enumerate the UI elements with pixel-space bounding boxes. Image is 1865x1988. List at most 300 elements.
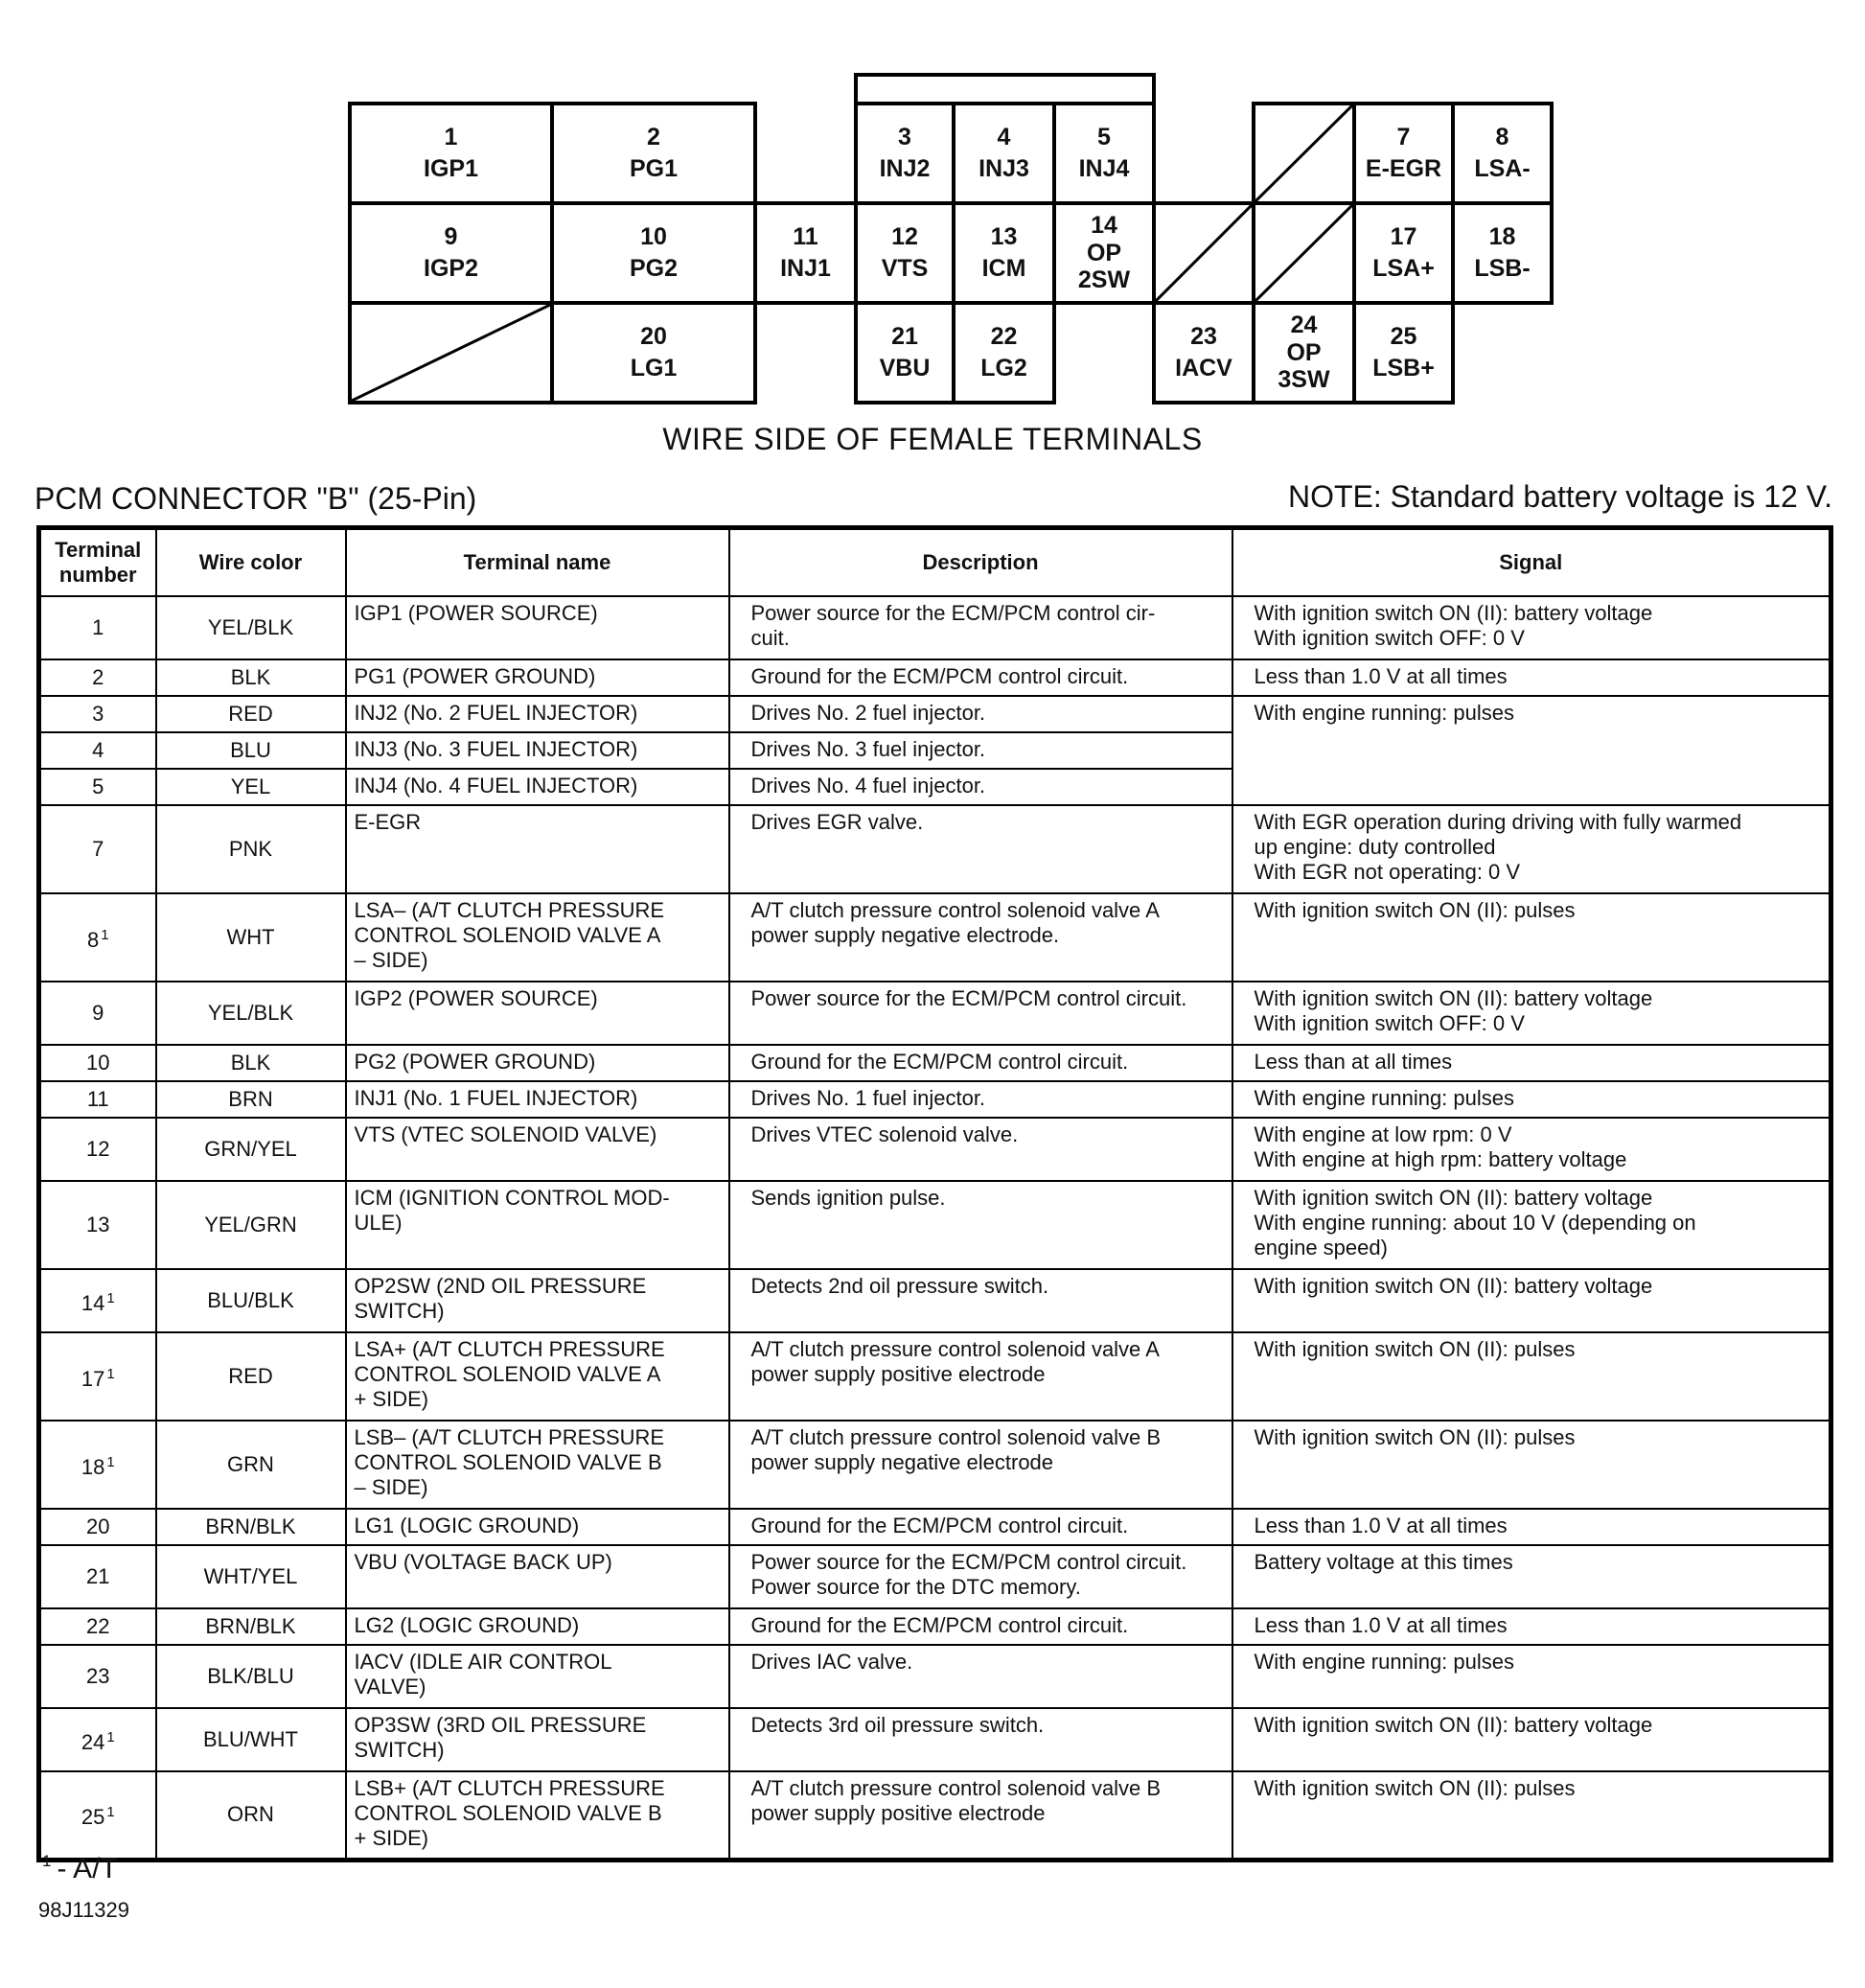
pin-name: PG2	[629, 255, 679, 282]
table-row	[39, 1181, 1831, 1269]
table-row	[39, 893, 1831, 982]
description-cell	[729, 1332, 1232, 1421]
wire-color-cell	[156, 1708, 346, 1771]
pin-number: 22	[990, 322, 1018, 350]
pin-name: PG1	[629, 155, 679, 182]
terminal-name-cell-text: E-EGR	[354, 810, 422, 834]
table-row	[39, 982, 1831, 1045]
pin-name: LSA+	[1372, 255, 1435, 282]
blank-slash-icon	[352, 305, 550, 401]
terminal-number: 4	[92, 738, 104, 762]
wire-color-cell-text: ORN	[227, 1802, 274, 1827]
description-cell-text: Drives EGR valve.	[750, 810, 924, 834]
pin-name: IGP2	[424, 255, 478, 282]
pin-name: OP 2SW	[1077, 240, 1131, 293]
signal-cell-text: With ignition switch ON (II): pulses	[1254, 1776, 1576, 1800]
description-cell	[729, 1509, 1232, 1545]
terminal-name-cell	[346, 1332, 729, 1421]
wire-color-cell-text: BLK/BLU	[207, 1664, 294, 1688]
terminal-name-cell-text: INJ2 (No. 2 FUEL INJECTOR)	[354, 701, 638, 725]
pin-number: 3	[898, 123, 911, 150]
pin-number: 9	[444, 222, 458, 250]
terminal-number-cell	[39, 1118, 156, 1181]
wire-color-cell	[156, 696, 346, 732]
signal-cell-text: With EGR operation during driving with fully warmed up engine: duty controlled With EGR not operating: 0 V	[1254, 810, 1742, 884]
table-row	[39, 1118, 1831, 1181]
terminal-number-cell	[39, 805, 156, 893]
terminal-name-cell-text: LSB– (A/T CLUTCH PRESSURE CONTROL SOLENOID VALVE B – SIDE)	[354, 1425, 665, 1499]
wire-color-cell	[156, 732, 346, 769]
terminal-name-cell	[346, 1771, 729, 1860]
wire-color-cell-text: BLU/BLK	[207, 1288, 294, 1312]
pin-number: 5	[1097, 123, 1111, 150]
signal-cell-text: With engine running: pulses	[1254, 1650, 1514, 1674]
pin-cell	[1352, 201, 1455, 305]
wire-color-cell	[156, 893, 346, 982]
description-cell-text: Detects 2nd oil pressure switch.	[750, 1274, 1049, 1298]
terminal-number: 14	[81, 1290, 105, 1315]
wire-color-cell	[156, 1181, 346, 1269]
description-cell-text: Drives No. 2 fuel injector.	[750, 701, 986, 725]
terminal-name-cell	[346, 1081, 729, 1118]
document-id: 98J11329	[38, 1898, 130, 1922]
terminal-name-cell	[346, 1608, 729, 1645]
signal-cell	[1232, 805, 1831, 893]
terminal-number: 23	[86, 1664, 110, 1688]
description-cell-text: Power source for the ECM/PCM control circuit. Power source for the DTC memory.	[750, 1550, 1187, 1599]
wire-color-cell-text: YEL/BLK	[207, 615, 294, 639]
wire-color-cell-text: PNK	[228, 837, 273, 861]
wire-color-cell	[156, 1045, 346, 1081]
description-cell	[729, 893, 1232, 982]
terminal-number-cell	[39, 696, 156, 732]
signal-cell-text: With ignition switch ON (II): pulses	[1254, 1425, 1576, 1449]
table-row	[39, 1608, 1831, 1645]
description-cell	[729, 1045, 1232, 1081]
wire-color-cell-text: BRN/BLK	[205, 1614, 296, 1638]
wire-color-cell	[156, 1645, 346, 1708]
signal-cell	[1232, 659, 1831, 696]
signal-cell-text: With engine running: pulses	[1254, 1086, 1514, 1110]
signal-cell	[1232, 1645, 1831, 1708]
column-header: Wire color	[156, 528, 346, 597]
table-row	[39, 1708, 1831, 1771]
description-cell-text: Power source for the ECM/PCM control circuit.	[750, 986, 1187, 1010]
terminal-number-cell	[39, 1645, 156, 1708]
pin-number: 11	[793, 222, 818, 250]
pin-cell	[550, 301, 757, 405]
blank-slash-icon	[1255, 205, 1352, 301]
terminal-name-cell	[346, 1181, 729, 1269]
terminal-number: 12	[86, 1137, 110, 1161]
wire-color-cell	[156, 1771, 346, 1860]
footnote-ref: 1	[106, 1289, 115, 1306]
terminal-name-cell-text: LSA– (A/T CLUTCH PRESSURE CONTROL SOLENOID VALVE A – SIDE)	[354, 898, 665, 972]
description-cell	[729, 1545, 1232, 1608]
pin-name: LG2	[980, 355, 1027, 381]
description-cell-text: A/T clutch pressure control solenoid valve B power supply negative electrode	[750, 1425, 1162, 1474]
signal-cell	[1232, 1708, 1831, 1771]
terminal-number: 10	[86, 1051, 110, 1075]
pin-number: 14	[1091, 211, 1117, 239]
terminal-name-cell	[346, 1269, 729, 1332]
connector-key-tab	[854, 73, 1156, 105]
pin-number: 25	[1390, 322, 1417, 350]
signal-cell-text: With ignition switch ON (II): battery voltage With ignition switch OFF: 0 V	[1254, 601, 1653, 650]
terminal-number-cell	[39, 1081, 156, 1118]
description-cell	[729, 1081, 1232, 1118]
wire-color-cell-text: BRN	[228, 1087, 273, 1111]
signal-cell-text: With ignition switch ON (II): battery voltage	[1254, 1713, 1653, 1737]
wire-color-cell-text: BRN/BLK	[205, 1514, 296, 1538]
terminal-name-cell	[346, 1045, 729, 1081]
battery-voltage-note: NOTE: Standard battery voltage is 12 V.	[1287, 479, 1832, 514]
diagram-caption: WIRE SIDE OF FEMALE TERMINALS	[662, 422, 1203, 456]
wire-color-cell	[156, 1545, 346, 1608]
description-cell	[729, 1269, 1232, 1332]
pin-cell	[952, 201, 1056, 305]
pin-name: OP 3SW	[1278, 339, 1330, 393]
pin-name: IACV	[1175, 355, 1232, 381]
description-cell	[729, 732, 1232, 769]
table-row	[39, 596, 1831, 659]
blank-slash-icon	[1156, 205, 1252, 301]
terminal-name-cell-text: VBU (VOLTAGE BACK UP)	[354, 1550, 612, 1574]
table-row	[39, 805, 1831, 893]
empty-cavity	[1152, 201, 1255, 305]
pin-cell	[550, 102, 757, 205]
pin-cell	[348, 201, 554, 305]
signal-cell-text: With ignition switch ON (II): battery voltage	[1254, 1274, 1653, 1298]
pin-cell	[1352, 102, 1455, 205]
pin-cell	[1052, 102, 1156, 205]
signal-cell	[1232, 982, 1831, 1045]
description-cell	[729, 1645, 1232, 1708]
terminal-number: 25	[81, 1804, 105, 1829]
signal-cell	[1232, 1771, 1831, 1860]
signal-cell	[1232, 1118, 1831, 1181]
wire-color-cell-text: BLK	[230, 665, 271, 689]
table-row	[39, 1421, 1831, 1509]
terminal-name-cell	[346, 1421, 729, 1509]
description-cell-text: A/T clutch pressure control solenoid valve A power supply positive electrode	[750, 1337, 1160, 1386]
signal-cell-text: With ignition switch ON (II): battery voltage With engine running: about 10 V (depending on engine speed)	[1254, 1186, 1696, 1260]
footnote-ref: 1	[106, 1728, 115, 1745]
terminal-name-cell-text: LG1 (LOGIC GROUND)	[354, 1514, 580, 1537]
terminal-number-cell	[39, 893, 156, 982]
description-cell-text: Drives No. 1 fuel injector.	[750, 1086, 986, 1110]
wire-color-cell	[156, 1269, 346, 1332]
terminal-name-cell-text: IACV (IDLE AIR CONTROL VALVE)	[354, 1650, 612, 1699]
pin-name: IGP1	[424, 155, 478, 182]
signal-cell-text: Less than 1.0 V at all times	[1254, 664, 1508, 688]
signal-cell-text: With engine running: pulses	[1254, 701, 1514, 725]
terminal-number: 8	[86, 927, 100, 952]
terminal-number-cell	[39, 1332, 156, 1421]
signal-cell-text: With ignition switch ON (II): pulses	[1254, 898, 1576, 922]
wire-color-cell-text: YEL	[230, 774, 271, 798]
empty-cavity	[1252, 102, 1356, 205]
description-cell	[729, 696, 1232, 732]
pin-number: 13	[990, 222, 1018, 250]
pin-number: 2	[647, 123, 660, 150]
terminal-name-cell-text: INJ4 (No. 4 FUEL INJECTOR)	[354, 774, 638, 798]
signal-cell-text: With ignition switch ON (II): pulses	[1254, 1337, 1576, 1361]
blank-slash-icon	[1255, 105, 1352, 201]
terminal-name-cell-text: LG2 (LOGIC GROUND)	[354, 1613, 580, 1637]
table-row	[39, 696, 1831, 732]
terminal-number-cell	[39, 982, 156, 1045]
wire-color-cell-text: YEL/BLK	[207, 1001, 294, 1025]
pin-name: VTS	[881, 255, 929, 282]
pin-number: 12	[891, 222, 918, 250]
terminal-number: 3	[92, 702, 104, 726]
terminal-name-cell	[346, 596, 729, 659]
column-header	[39, 528, 156, 597]
column-header-label: Terminal number	[55, 538, 142, 587]
terminal-number-cell	[39, 1421, 156, 1509]
terminal-number-cell	[39, 596, 156, 659]
footnote-ref: 1	[106, 1365, 115, 1382]
description-cell-text: Detects 3rd oil pressure switch.	[750, 1713, 1045, 1737]
wire-color-cell	[156, 659, 346, 696]
signal-cell-text: Less than at all times	[1254, 1050, 1453, 1074]
terminal-number: 1	[92, 615, 104, 639]
pin-number: 4	[997, 123, 1011, 150]
pin-cell	[854, 102, 956, 205]
table-row	[39, 1771, 1831, 1860]
wire-color-cell	[156, 982, 346, 1045]
pin-cell	[1352, 301, 1455, 405]
description-cell	[729, 805, 1232, 893]
pin-name: LSA-	[1474, 155, 1531, 182]
terminal-number: 18	[81, 1454, 105, 1479]
terminal-name-cell-text: LSA+ (A/T CLUTCH PRESSURE CONTROL SOLENOID VALVE A + SIDE)	[354, 1337, 665, 1411]
description-cell	[729, 1118, 1232, 1181]
table-header-row	[39, 528, 1831, 597]
wire-color-cell	[156, 805, 346, 893]
wire-color-cell-text: RED	[228, 702, 273, 726]
pin-number: 21	[891, 322, 918, 350]
table-row	[39, 1509, 1831, 1545]
terminal-name-cell	[346, 659, 729, 696]
wire-color-cell	[156, 596, 346, 659]
wire-color-cell-text: YEL/GRN	[204, 1213, 297, 1237]
description-cell-text: A/T clutch pressure control solenoid valve B power supply positive electrode	[750, 1776, 1162, 1825]
signal-cell	[1232, 1545, 1831, 1608]
terminal-number: 17	[81, 1366, 105, 1391]
pin-name: ICM	[981, 255, 1026, 282]
footnote-ref: 1	[106, 1803, 115, 1820]
pin-cell	[854, 301, 956, 405]
description-cell	[729, 659, 1232, 696]
terminal-number: 24	[81, 1729, 105, 1754]
wire-color-cell	[156, 769, 346, 805]
signal-cell-text: Less than 1.0 V at all times	[1254, 1514, 1508, 1537]
wire-color-cell	[156, 1421, 346, 1509]
table-row	[39, 1545, 1831, 1608]
signal-cell-text: With ignition switch ON (II): battery voltage With ignition switch OFF: 0 V	[1254, 986, 1653, 1035]
wire-color-cell-text: GRN	[227, 1452, 274, 1476]
description-cell	[729, 1708, 1232, 1771]
terminal-number-cell	[39, 1708, 156, 1771]
terminal-number-cell	[39, 1269, 156, 1332]
signal-cell	[1232, 1269, 1831, 1332]
wire-color-cell-text: BLU	[230, 738, 271, 762]
terminal-number: 7	[92, 837, 104, 861]
description-cell-text: Drives No. 3 fuel injector.	[750, 737, 986, 761]
pin-cell	[1451, 102, 1554, 205]
terminal-name-cell-text: IGP1 (POWER SOURCE)	[354, 601, 598, 625]
terminal-number-cell	[39, 1545, 156, 1608]
signal-cell	[1232, 696, 1831, 805]
pin-cell	[1052, 201, 1156, 305]
pin-number: 8	[1495, 123, 1509, 150]
table-row	[39, 1045, 1831, 1081]
description-cell-text: A/T clutch pressure control solenoid valve A power supply negative electrode.	[750, 898, 1160, 947]
terminal-name-cell	[346, 1708, 729, 1771]
pin-cell	[753, 201, 858, 305]
signal-cell	[1232, 1608, 1831, 1645]
signal-cell-text: With engine at low rpm: 0 V With engine at high rpm: battery voltage	[1254, 1122, 1627, 1171]
pin-name: LSB+	[1372, 355, 1435, 381]
terminal-number-cell	[39, 659, 156, 696]
pin-number: 7	[1396, 123, 1411, 150]
pin-name: VBU	[879, 355, 931, 381]
footnote-ref: 1	[101, 926, 109, 943]
footnote-text: - A/T	[57, 1853, 118, 1884]
table-row	[39, 1081, 1831, 1118]
description-cell	[729, 1421, 1232, 1509]
terminal-number-cell	[39, 1181, 156, 1269]
terminal-number-cell	[39, 1608, 156, 1645]
description-cell	[729, 982, 1232, 1045]
table-row	[39, 1645, 1831, 1708]
terminal-name-cell	[346, 805, 729, 893]
pin-name: INJ3	[979, 155, 1029, 182]
terminal-name-cell	[346, 893, 729, 982]
pin-name: INJ2	[879, 155, 931, 182]
terminal-name-cell-text: IGP2 (POWER SOURCE)	[354, 986, 598, 1010]
terminal-name-cell	[346, 696, 729, 732]
signal-cell	[1232, 1181, 1831, 1269]
signal-cell-text: Less than 1.0 V at all times	[1254, 1613, 1508, 1637]
terminal-name-cell-text: INJ3 (No. 3 FUEL INJECTOR)	[354, 737, 638, 761]
pin-name: INJ1	[780, 255, 831, 282]
terminal-table	[36, 525, 1833, 1862]
terminal-name-cell-text: PG2 (POWER GROUND)	[354, 1050, 596, 1074]
signal-cell	[1232, 893, 1831, 982]
terminal-number-cell	[39, 769, 156, 805]
terminal-name-cell	[346, 732, 729, 769]
table-row	[39, 1332, 1831, 1421]
terminal-name-cell	[346, 1645, 729, 1708]
column-header: Description	[729, 528, 1232, 597]
wire-color-cell-text: BLU/WHT	[203, 1727, 298, 1751]
description-cell-text: Drives VTEC solenoid valve.	[750, 1122, 1019, 1146]
terminal-number: 2	[92, 665, 104, 689]
signal-cell	[1232, 1045, 1831, 1081]
footnote-ref: 1	[106, 1453, 115, 1470]
signal-cell	[1232, 1332, 1831, 1421]
table-row	[39, 1269, 1831, 1332]
connector-diagram	[0, 0, 1865, 451]
pin-cell	[348, 102, 554, 205]
pin-cell	[1152, 301, 1255, 405]
terminal-number: 22	[86, 1614, 110, 1638]
connector-title: PCM CONNECTOR "B" (25-Pin)	[35, 481, 477, 516]
terminal-number: 13	[86, 1213, 110, 1237]
description-cell	[729, 596, 1232, 659]
terminal-name-cell-text: PG1 (POWER GROUND)	[354, 664, 596, 688]
terminal-name-cell	[346, 769, 729, 805]
terminal-number-cell	[39, 1045, 156, 1081]
pin-number: 23	[1190, 322, 1217, 350]
description-cell	[729, 1608, 1232, 1645]
terminal-name-cell-text: VTS (VTEC SOLENOID VALVE)	[354, 1122, 657, 1146]
description-cell-text: Drives No. 4 fuel injector.	[750, 774, 986, 798]
pin-name: LG1	[630, 355, 678, 381]
signal-cell-text: Battery voltage at this times	[1254, 1550, 1513, 1574]
description-cell-text: Sends ignition pulse.	[750, 1186, 946, 1210]
pin-number: 18	[1488, 222, 1516, 250]
description-cell-text: Drives IAC valve.	[750, 1650, 913, 1674]
pin-number: 24	[1290, 311, 1318, 338]
description-cell-text: Ground for the ECM/PCM control circuit.	[750, 1613, 1129, 1637]
pin-cell	[550, 201, 757, 305]
pin-cell	[952, 301, 1056, 405]
table-row	[39, 659, 1831, 696]
terminal-name-cell-text: INJ1 (No. 1 FUEL INJECTOR)	[354, 1086, 638, 1110]
terminal-name-cell-text: ICM (IGNITION CONTROL MOD- ULE)	[354, 1186, 670, 1235]
terminal-name-cell-text: LSB+ (A/T CLUTCH PRESSURE CONTROL SOLENOID VALVE B + SIDE)	[354, 1776, 665, 1850]
wire-color-cell-text: GRN/YEL	[204, 1137, 297, 1161]
pin-cell	[854, 201, 956, 305]
terminal-number: 21	[86, 1564, 110, 1588]
wire-color-cell	[156, 1332, 346, 1421]
signal-cell	[1232, 1081, 1831, 1118]
terminal-name-cell	[346, 1118, 729, 1181]
terminal-number: 9	[92, 1001, 104, 1025]
description-cell-text: Ground for the ECM/PCM control circuit.	[750, 1514, 1129, 1537]
description-cell	[729, 1771, 1232, 1860]
empty-cavity	[348, 301, 554, 405]
wire-color-cell	[156, 1118, 346, 1181]
wire-color-cell	[156, 1081, 346, 1118]
footnote-mark: 1	[42, 1852, 52, 1870]
terminal-name-cell	[346, 982, 729, 1045]
pin-name: E-EGR	[1365, 155, 1442, 182]
description-cell-text: Ground for the ECM/PCM control circuit.	[750, 664, 1129, 688]
wire-color-cell-text: RED	[228, 1364, 273, 1388]
column-header: Terminal name	[346, 528, 729, 597]
terminal-name-cell	[346, 1509, 729, 1545]
description-cell	[729, 1181, 1232, 1269]
pin-number: 10	[640, 222, 667, 250]
wire-color-cell-text: WHT/YEL	[203, 1564, 298, 1588]
terminal-number-cell	[39, 732, 156, 769]
pin-cell	[1451, 201, 1554, 305]
pin-number: 20	[640, 322, 667, 350]
wire-color-cell-text: WHT	[226, 925, 275, 949]
terminal-name-cell-text: OP2SW (2ND OIL PRESSURE SWITCH)	[354, 1274, 647, 1323]
pin-cell	[952, 102, 1056, 205]
terminal-number-cell	[39, 1771, 156, 1860]
footnote	[42, 1852, 118, 1885]
signal-cell	[1232, 1421, 1831, 1509]
terminal-number: 20	[86, 1514, 110, 1538]
wire-color-cell	[156, 1608, 346, 1645]
